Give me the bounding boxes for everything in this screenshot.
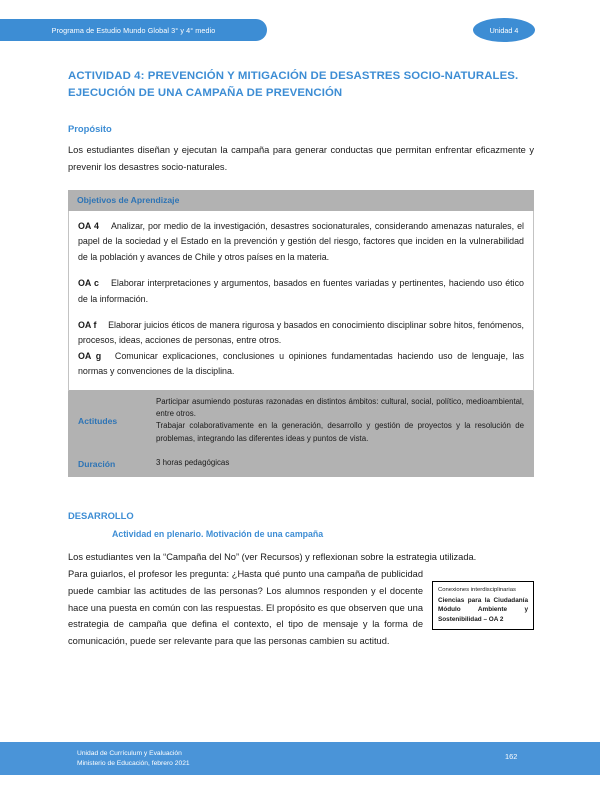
attitudes-line-2: Trabajar colaborativamente en la generación, desarrollo y gestión de proyectos y la resolución de problemas, integrando las diferentes ideas y puntos de vista. — [156, 421, 524, 443]
unit-badge — [473, 18, 535, 42]
page-title-line-2: EJECUCIÓN DE UNA CAMPAÑA DE PREVENCIÓN — [68, 87, 343, 99]
table-row-objectives — [69, 211, 534, 391]
page-title-line-1: ACTIVIDAD 4: PREVENCIÓN Y MITIGACIÓN DE DESASTRES SOCIO-NATURALES. — [68, 70, 519, 82]
footer-page-number: 162 — [505, 752, 518, 761]
oa-item — [78, 219, 524, 265]
oa-objectives-cell — [69, 211, 534, 391]
oa-text: Elaborar juicios éticos de manera rigurosa y basados en conocimiento disciplinar sobre hitos, fenómenos, procesos, ideas, acciones de personas, entre otros. — [78, 320, 525, 346]
oa-item — [78, 318, 524, 349]
attitudes-label: Actitudes — [69, 390, 147, 452]
oa-code: OA g — [78, 350, 102, 361]
activity-subtitle: Actividad en plenario. Motivación de una campaña — [112, 529, 324, 539]
oa-code: OA c — [78, 278, 99, 289]
desarrollo-paragraph-2: Para guiarlos, el profesor les pregunta: ¿Hasta qué punto una campaña de publicidad puede cambiar las actitudes de las personas? Los alumnos responden y el docente hace una puesta en común con las respuestas. El propósito es que observen que una estrategia de campaña que defina el contexto, el tipo de mensaje y la forma de comunicación, puede ser relevante para que las personas cambien su actitud. — [68, 569, 423, 647]
oa-table-header-label: Objetivos de Aprendizaje — [69, 191, 534, 211]
oa-code: OA 4 — [78, 221, 99, 231]
proposito-text: Los estudiantes diseñan y ejecutan la campaña para generar conductas que permitan enfrentar eficazmente y prevenir los desastres socio-naturales. — [68, 145, 534, 172]
oa-item — [78, 349, 524, 380]
table-row-attitudes — [69, 390, 534, 452]
footer-line-2: Ministerio de Educación, febrero 2021 — [77, 760, 190, 767]
proposito-heading: Propósito — [68, 123, 112, 134]
table-row-duration — [69, 452, 534, 476]
page-title — [68, 68, 534, 102]
oa-text: Elaborar interpretaciones y argumentos, basados en fuentes variadas y pertinentes, haciendo uso ético de la información. — [78, 278, 524, 304]
oa-code: OA f — [78, 320, 97, 331]
connections-box-body: Ciencias para la Ciudadanía Módulo Ambiente y Sostenibilidad – OA 2 — [438, 596, 528, 623]
desarrollo-paragraph-1: Los estudiantes ven la “Campaña del No” (ver Recursos) y reflexionan sobre la estrategia utilizada. — [68, 552, 477, 562]
interdisciplinary-connections-box — [432, 581, 534, 630]
unit-badge-label: Unidad 4 — [489, 25, 519, 35]
duration-value: 3 horas pedagógicas — [147, 452, 534, 476]
footer-line-1: Unidad de Currículum y Evaluación — [77, 750, 182, 757]
connections-box-title: Conexiones interdisciplinarias — [438, 587, 516, 593]
program-banner-label: Programa de Estudio Mundo Global 3° y 4° medio — [51, 25, 216, 35]
desarrollo-heading: DESARROLLO — [68, 510, 134, 521]
page-header — [0, 0, 600, 62]
program-banner — [0, 19, 267, 41]
oa-item — [78, 276, 524, 307]
attitudes-value — [147, 390, 534, 452]
oa-text: Comunicar explicaciones, conclusiones u opiniones fundamentadas haciendo uso de lenguaje, las normas y convenciones de la disciplina. — [78, 350, 524, 377]
attitudes-line-1: Participar asumiendo posturas razonadas en distintos ámbitos: cultural, social, político, medioambiental, entre otros. — [156, 396, 524, 419]
duration-label: Duración — [69, 452, 147, 476]
oa-text: Analizar, por medio de la investigación, desastres socionaturales, considerando amenazas naturales, el papel de la sociedad y el Estado en la prevención y gestión del riesgo, factores que inciden en la vulnerabilidad de la población y avances de Chile y otros países en la materia. — [78, 221, 524, 262]
footer-credits — [77, 749, 190, 769]
learning-objectives-table — [68, 190, 534, 477]
table-row-header — [69, 191, 534, 211]
